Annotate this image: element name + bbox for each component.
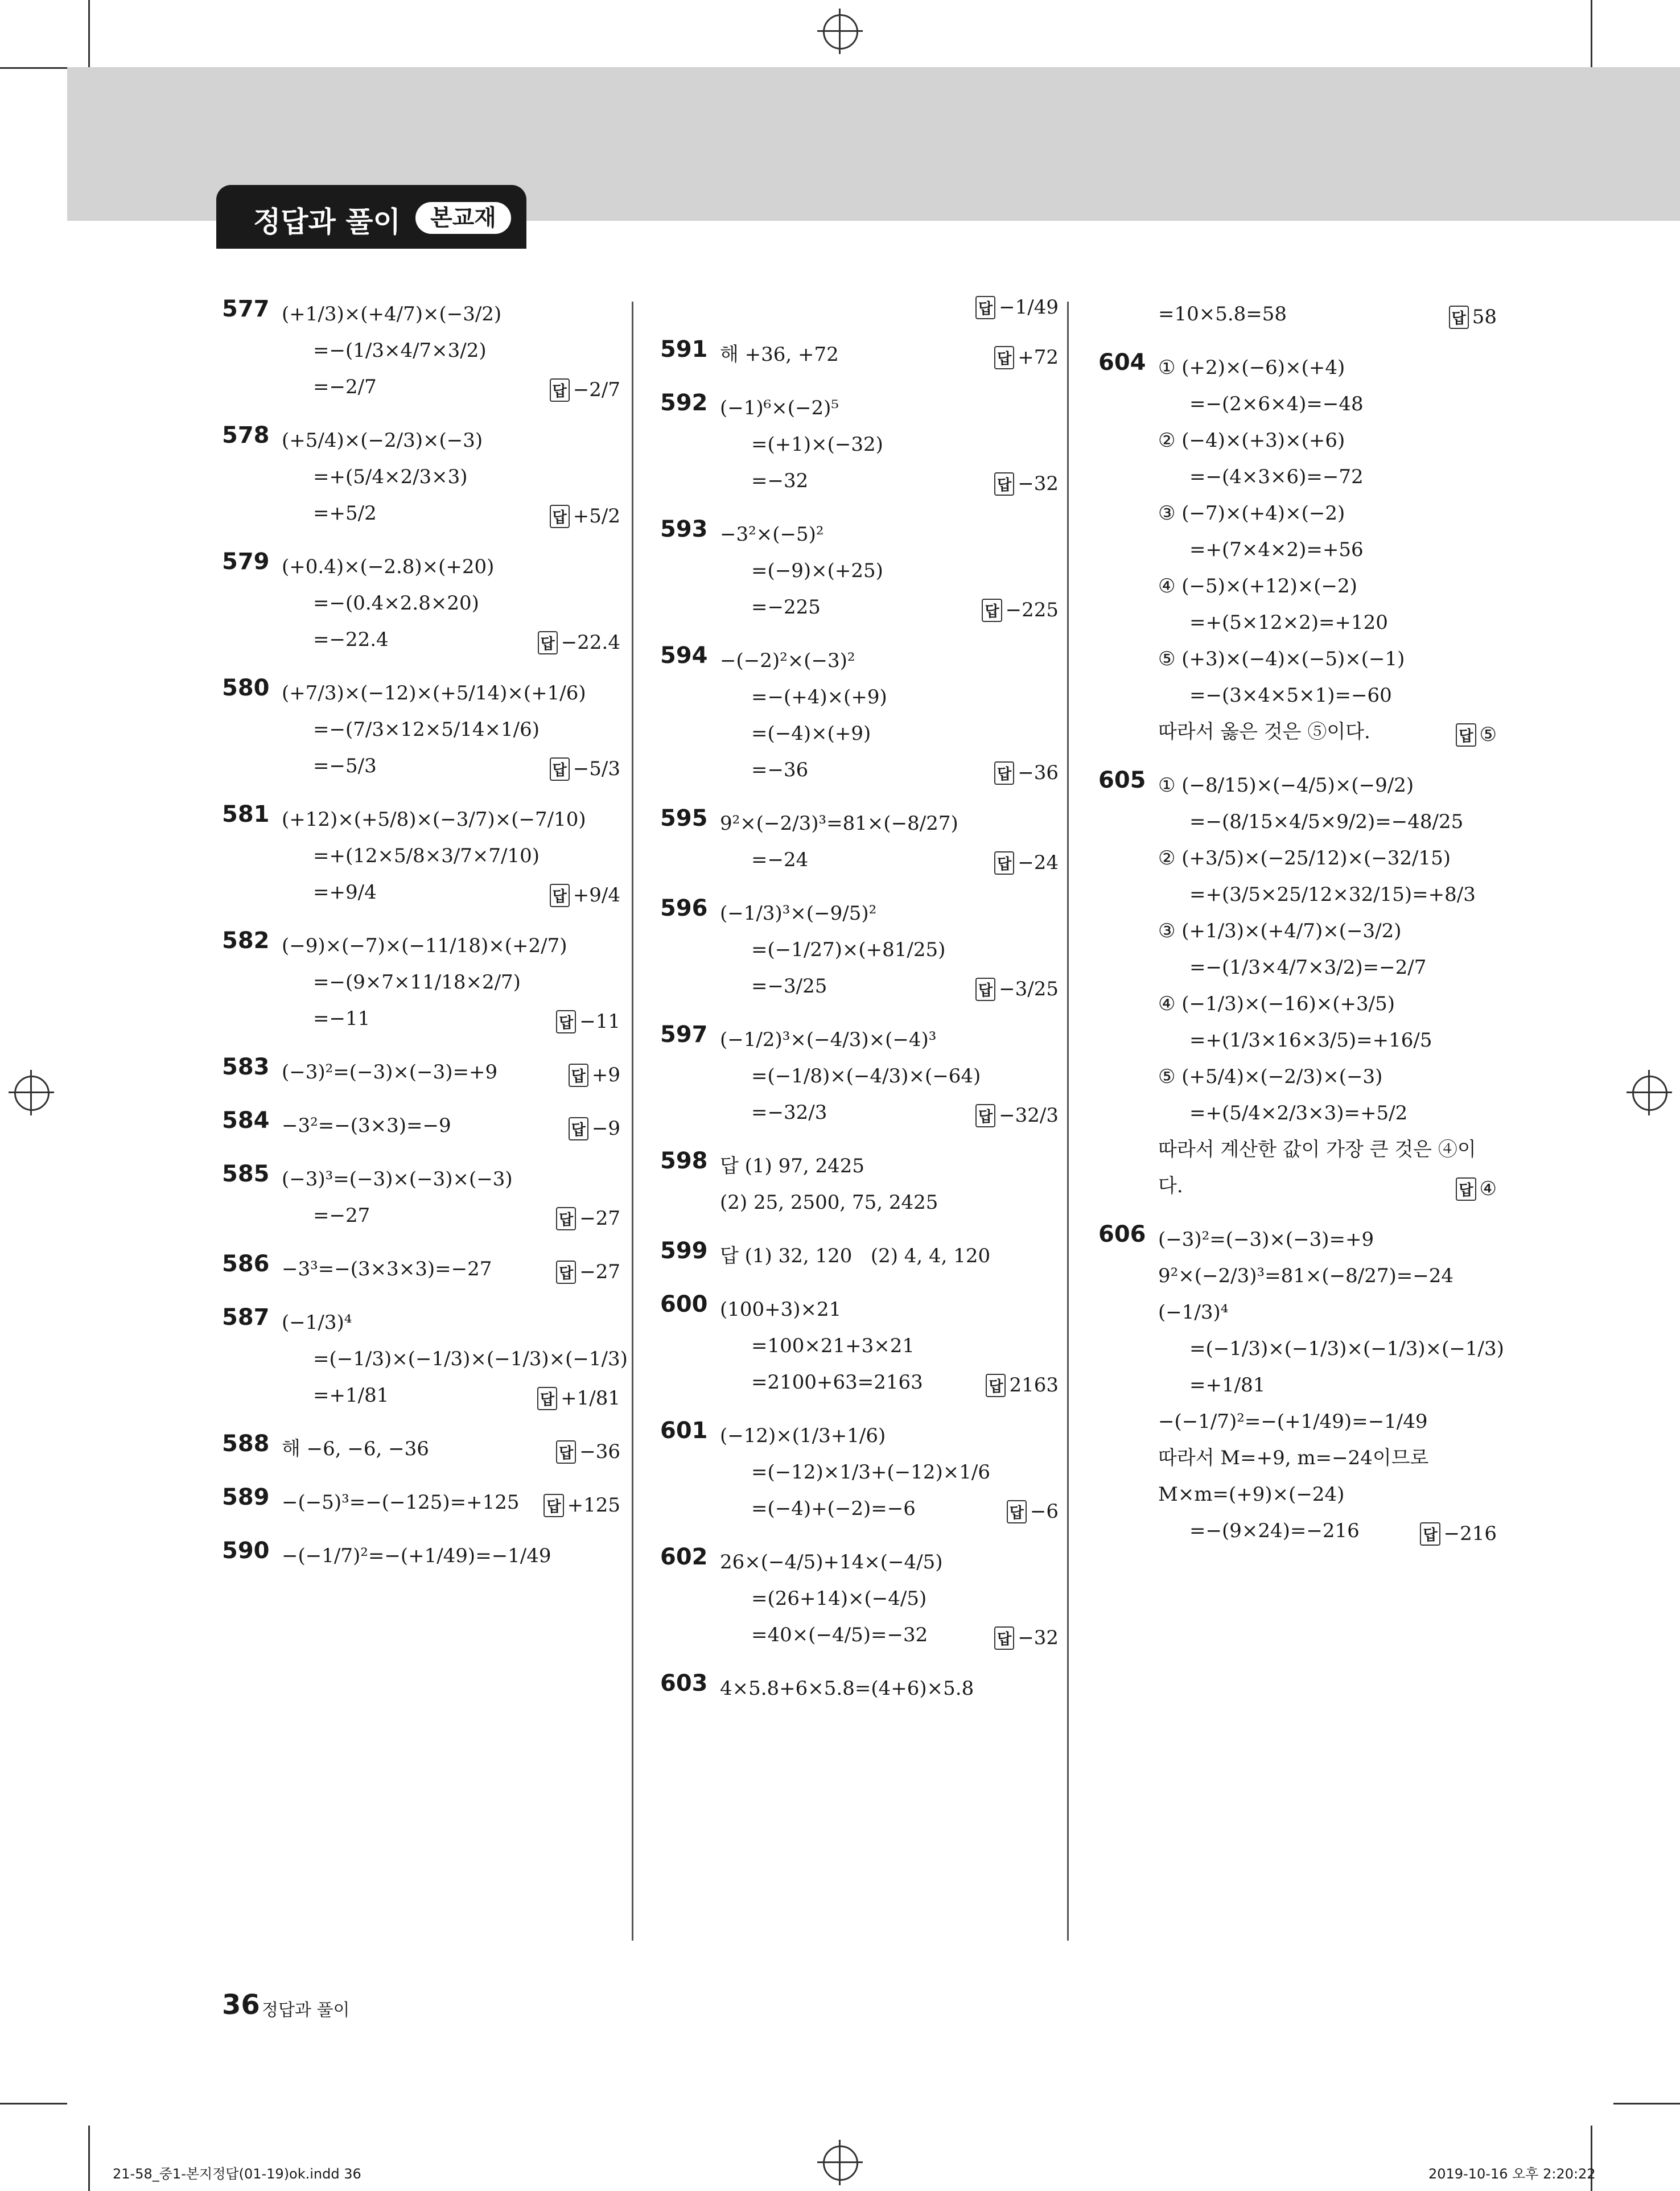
answer-value: −27	[579, 1261, 620, 1283]
solution-line: 26×(−4/5)+14×(−4/5)	[720, 1551, 943, 1574]
answer-column-1	[222, 296, 628, 1591]
problem-col2-cont-0	[660, 296, 1059, 319]
footer-label: 정답과 풀이	[262, 2000, 350, 2020]
solution-line: =−(9×24)=−216	[1189, 1519, 1360, 1542]
solution-line: =−24	[751, 849, 809, 871]
answer-mark-icon: 답	[975, 296, 995, 319]
solution-line: =−(1/3×4/7×3/2)=−2/7	[1189, 956, 1427, 979]
answer-value: −1/49	[999, 296, 1059, 319]
problem-number: 590	[222, 1538, 270, 1564]
answer-mark-icon: 답	[538, 631, 558, 654]
solution-line: =(−12)×1/3+(−12)×1/6	[751, 1461, 990, 1484]
solution-line: =+1/81	[313, 1384, 389, 1407]
final-answer	[556, 1207, 620, 1230]
answer-mark-icon: 답	[537, 1387, 557, 1410]
problem-number: 594	[660, 643, 708, 669]
solution-line: =−3/25	[751, 975, 827, 998]
solution-line: =−(0.4×2.8×20)	[313, 592, 479, 615]
problem-number: 593	[660, 516, 708, 542]
problem-number: 595	[660, 805, 708, 831]
header-title: 정답과 풀이	[253, 205, 401, 238]
answer-mark-icon: 답	[569, 1117, 588, 1140]
final-answer	[538, 631, 620, 654]
answer-mark-icon: 답	[543, 1494, 563, 1517]
file-slug: 21-58_중1-본지정답(01-19)ok.indd 36	[113, 2166, 361, 2182]
solution-line: 따라서 M=+9, m=−24이므로	[1158, 1447, 1429, 1469]
problem-number: 582	[222, 928, 270, 954]
solution-line: 답 (1) 32, 120 (2) 4, 4, 120	[720, 1245, 991, 1267]
solution-line: −(−2)²×(−3)²	[720, 649, 855, 672]
problem-number: 579	[222, 549, 270, 575]
problem-number: 604	[1098, 349, 1146, 376]
solution-line: ③ (−7)×(+4)×(−2)	[1158, 502, 1345, 525]
problem-593	[660, 516, 1059, 625]
final-answer	[1456, 1177, 1497, 1201]
problem-number: 578	[222, 422, 270, 448]
crop-mark-top-left	[88, 0, 90, 67]
crop-mark-left-bottom	[0, 2103, 67, 2104]
solution-line: (−1/3)⁴	[282, 1311, 352, 1334]
problem-578	[222, 422, 620, 532]
answer-mark-icon: 답	[556, 1440, 576, 1464]
solution-line: =(−1/8)×(−4/3)×(−64)	[751, 1065, 981, 1088]
problem-590	[222, 1538, 620, 1574]
answer-column-3	[1098, 296, 1504, 1566]
solution-line: ⑤ (+3)×(−4)×(−5)×(−1)	[1158, 648, 1405, 670]
answer-value: −27	[579, 1207, 620, 1230]
answer-value: −2/7	[573, 378, 620, 401]
solution-line: ④ (−1/3)×(−16)×(+3/5)	[1158, 992, 1395, 1015]
problem-587	[222, 1304, 628, 1414]
solution-line: (+0.4)×(−2.8)×(+20)	[282, 555, 495, 578]
solution-line: (−3)³=(−3)×(−3)×(−3)	[282, 1168, 513, 1191]
final-answer	[1456, 723, 1497, 747]
solution-line: =−225	[751, 596, 821, 619]
solution-line: =+(5/4×2/3×3)=+5/2	[1189, 1102, 1408, 1125]
timestamp-slug: 2019-10-16 오후 2:20:22	[1428, 2166, 1596, 2182]
problem-594	[660, 643, 1059, 788]
solution-line: ⑤ (+5/4)×(−2/3)×(−3)	[1158, 1065, 1383, 1088]
solution-line: =−2/7	[313, 376, 377, 398]
problem-603	[660, 1670, 1059, 1707]
final-answer	[994, 1626, 1059, 1650]
answer-value: +5/2	[573, 505, 620, 528]
solution-line: =−27	[313, 1204, 370, 1227]
answer-mark-icon: 답	[556, 1207, 576, 1230]
crop-mark-right-bottom	[1613, 2103, 1680, 2104]
solution-line: =−(9×7×11/18×2/7)	[313, 971, 521, 994]
solution-line: −3²=−(3×3)=−9	[282, 1114, 451, 1137]
problem-number: 580	[222, 675, 270, 701]
registration-mark-right	[1627, 1070, 1672, 1115]
answer-value: −225	[1005, 599, 1059, 621]
final-answer	[556, 1010, 620, 1033]
answer-column-2	[660, 296, 1059, 1724]
answer-value: 2163	[1009, 1374, 1059, 1397]
problem-number: 597	[660, 1022, 708, 1048]
answer-mark-icon: 답	[994, 472, 1014, 496]
final-answer	[550, 505, 620, 528]
final-answer	[569, 1064, 620, 1087]
solution-line: =−32	[751, 470, 809, 492]
solution-line: (+7/3)×(−12)×(+5/14)×(+1/6)	[282, 682, 586, 705]
solution-line: =+9/4	[313, 881, 377, 904]
answer-value: −3/25	[999, 978, 1059, 1000]
solution-line: =(26+14)×(−4/5)	[751, 1587, 927, 1610]
problem-598	[660, 1148, 1059, 1221]
answer-value: −32	[1018, 472, 1059, 495]
solution-line: =−(+4)×(+9)	[751, 686, 887, 709]
final-answer	[556, 1261, 620, 1284]
problem-number: 588	[222, 1431, 270, 1457]
final-answer	[569, 1117, 620, 1140]
solution-line: =+(12×5/8×3/7×7/10)	[313, 845, 540, 867]
solution-line: ③ (+1/3)×(+4/7)×(−3/2)	[1158, 920, 1402, 942]
final-answer	[1007, 1500, 1059, 1523]
problem-number: 581	[222, 801, 270, 827]
solution-line: (+12)×(+5/8)×(−3/7)×(−7/10)	[282, 808, 586, 831]
solution-line: ② (+3/5)×(−25/12)×(−32/15)	[1158, 847, 1451, 870]
problem-580	[222, 675, 620, 784]
header-badge: 본교재	[415, 202, 511, 234]
solution-line: 해 +36, +72	[720, 343, 839, 366]
final-answer	[556, 1440, 620, 1464]
problem-number: 592	[660, 390, 708, 416]
answer-value: −6	[1030, 1500, 1059, 1523]
solution-line: (−12)×(1/3+1/6)	[720, 1424, 886, 1447]
answer-mark-icon: 답	[994, 1626, 1014, 1650]
answer-mark-icon: 답	[550, 884, 570, 907]
final-answer	[994, 851, 1059, 875]
problem-595	[660, 805, 1059, 878]
problem-number: 583	[222, 1054, 270, 1080]
problem-number: 598	[660, 1148, 708, 1174]
problem-602	[660, 1544, 1059, 1653]
solution-line: =+(3/5×25/12×32/15)=+8/3	[1189, 883, 1476, 906]
answer-value: +9	[591, 1064, 620, 1086]
problem-number: 577	[222, 296, 270, 322]
solution-line: 따라서 옳은 것은 ⑤이다.	[1158, 720, 1370, 743]
answer-mark-icon: 답	[1456, 1177, 1476, 1201]
problem-number: 584	[222, 1107, 270, 1134]
solution-line: ② (−4)×(+3)×(+6)	[1158, 429, 1345, 452]
solution-line: −(−1/7)²=−(+1/49)=−1/49	[282, 1545, 551, 1567]
problem-number: 605	[1098, 767, 1146, 793]
problem-number: 601	[660, 1418, 708, 1444]
registration-mark-top	[817, 9, 863, 54]
solution-line: =10×5.8=58	[1158, 303, 1287, 326]
answer-value: −216	[1443, 1522, 1497, 1545]
answer-mark-icon: 답	[994, 346, 1014, 369]
answer-mark-icon: 답	[994, 851, 1014, 875]
problem-584	[222, 1107, 620, 1144]
problem-number: 596	[660, 895, 708, 921]
solution-line: (2) 25, 2500, 75, 2425	[720, 1191, 938, 1214]
solution-line: 해 −6, −6, −36	[282, 1438, 429, 1460]
answer-value: +1/81	[561, 1387, 620, 1410]
solution-line: −(−5)³=−(−125)=+125	[282, 1491, 520, 1514]
answer-value: +125	[567, 1494, 620, 1517]
problem-number: 599	[660, 1238, 708, 1264]
solution-line: (−1/3)⁴	[1158, 1301, 1229, 1324]
answer-mark-icon: 답	[569, 1064, 588, 1087]
problem-number: 589	[222, 1484, 270, 1510]
answer-mark-icon: 답	[550, 757, 570, 781]
problem-col3-cont-0	[1098, 296, 1497, 332]
solution-line: =+(5×12×2)=+120	[1189, 611, 1388, 634]
solution-line: (−3)²=(−3)×(−3)=+9	[1158, 1228, 1374, 1251]
solution-line: 9²×(−2/3)³=81×(−8/27)=−24	[1158, 1265, 1453, 1287]
solution-line: =−36	[751, 759, 809, 781]
page-number: 36	[222, 1989, 260, 2021]
solution-line: =+5/2	[313, 502, 377, 525]
answer-value: +9/4	[573, 884, 620, 907]
problem-number: 591	[660, 336, 708, 363]
solution-line: (−1)⁶×(−2)⁵	[720, 397, 839, 419]
solution-line: =(−4)×(+9)	[751, 722, 871, 745]
final-answer	[550, 884, 620, 907]
answer-value: ⑤	[1479, 723, 1497, 746]
solution-line: M×m=(+9)×(−24)	[1158, 1483, 1345, 1506]
problem-number: 603	[660, 1670, 708, 1696]
answer-value: −5/3	[573, 757, 620, 780]
solution-line: −3²×(−5)²	[720, 523, 824, 546]
solution-line: =+(5/4×2/3×3)	[313, 466, 468, 488]
final-answer	[975, 1104, 1059, 1127]
solution-line: (+1/3)×(+4/7)×(−3/2)	[282, 303, 502, 326]
answer-value: −32	[1018, 1626, 1059, 1649]
answer-mark-icon: 답	[982, 599, 1002, 622]
problem-577	[222, 296, 620, 405]
solution-line: =(−1/27)×(+81/25)	[751, 938, 946, 961]
answer-value: −32/3	[999, 1104, 1059, 1127]
problem-585	[222, 1161, 620, 1234]
solution-line: ④ (−5)×(+12)×(−2)	[1158, 575, 1357, 598]
solution-line: (−3)²=(−3)×(−3)=+9	[282, 1061, 498, 1084]
solution-line: −3³=−(3×3×3)=−27	[282, 1258, 492, 1280]
problem-579	[222, 549, 620, 658]
answer-value: 58	[1472, 306, 1497, 328]
solution-line: =(−1/3)×(−1/3)×(−1/3)×(−1/3)	[1189, 1337, 1504, 1360]
problem-number: 606	[1098, 1221, 1146, 1247]
problem-581	[222, 801, 620, 911]
final-answer	[550, 757, 620, 781]
solution-line: (−9)×(−7)×(−11/18)×(+2/7)	[282, 934, 567, 957]
final-answer	[1420, 1522, 1497, 1546]
solution-line: (−1/3)³×(−9/5)²	[720, 902, 877, 925]
answer-mark-icon: 답	[1456, 723, 1476, 747]
answer-mark-icon: 답	[556, 1261, 576, 1284]
final-answer	[994, 346, 1059, 369]
solution-line: 답 (1) 97, 2425	[720, 1155, 865, 1177]
final-answer	[543, 1494, 620, 1517]
answer-value: −36	[579, 1440, 620, 1463]
solution-line: =−11	[313, 1007, 370, 1030]
problem-605	[1098, 767, 1497, 1204]
problem-601	[660, 1418, 1059, 1527]
solution-line: =40×(−4/5)=−32	[751, 1624, 928, 1646]
solution-line: =−(2×6×4)=−48	[1189, 393, 1364, 415]
problem-592	[660, 390, 1059, 499]
final-answer	[994, 472, 1059, 496]
problem-number: 600	[660, 1291, 708, 1317]
final-answer	[550, 378, 620, 402]
answer-mark-icon: 답	[1420, 1522, 1440, 1546]
problem-number: 585	[222, 1161, 270, 1187]
answer-mark-icon: 답	[550, 378, 570, 402]
answer-value: −24	[1018, 851, 1059, 874]
solution-line: =(−4)+(−2)=−6	[751, 1497, 916, 1520]
problem-582	[222, 928, 620, 1037]
final-answer	[982, 599, 1059, 622]
solution-line: =−5/3	[313, 755, 377, 777]
solution-line: =−22.4	[313, 628, 389, 651]
answer-value: −36	[1018, 761, 1059, 784]
answer-mark-icon: 답	[975, 1104, 995, 1127]
column-divider-1	[632, 302, 633, 1941]
solution-line: (+5/4)×(−2/3)×(−3)	[282, 429, 483, 452]
answer-mark-icon: 답	[550, 505, 570, 528]
answer-value: −11	[579, 1010, 620, 1033]
final-answer	[537, 1387, 620, 1410]
answer-value: +72	[1018, 346, 1059, 369]
crop-mark-left-top	[0, 67, 67, 69]
solution-line: =(+1)×(−32)	[751, 433, 883, 456]
problem-number: 602	[660, 1544, 708, 1570]
answer-value: −22.4	[561, 631, 620, 654]
solution-line: =−(8/15×4/5×9/2)=−48/25	[1189, 810, 1464, 833]
solution-line: =+(1/3×16×3/5)=+16/5	[1189, 1029, 1432, 1052]
solution-line: ① (+2)×(−6)×(+4)	[1158, 356, 1345, 379]
final-answer	[986, 1374, 1059, 1397]
solution-line: =−(3×4×5×1)=−60	[1189, 684, 1392, 707]
problem-604	[1098, 349, 1497, 750]
solution-line: 9²×(−2/3)³=81×(−8/27)	[720, 812, 958, 835]
answer-value: −9	[591, 1117, 620, 1140]
solution-line: 따라서 계산한 값이 가장 큰 것은 ④이	[1158, 1138, 1476, 1161]
problem-583	[222, 1054, 620, 1090]
crop-mark-bottom-left	[88, 2126, 90, 2191]
answer-value: ④	[1479, 1177, 1497, 1200]
problem-606	[1098, 1221, 1504, 1549]
solution-line: (100+3)×21	[720, 1298, 842, 1321]
crop-mark-top-right	[1591, 0, 1592, 67]
problem-586	[222, 1251, 620, 1287]
solution-line: =−(4×3×6)=−72	[1189, 466, 1364, 488]
column-divider-2	[1067, 302, 1069, 1941]
solution-line: =−(7/3×12×5/14×1/6)	[313, 718, 540, 741]
solution-line: 다.	[1158, 1175, 1183, 1197]
final-answer	[1449, 306, 1497, 329]
problem-number: 587	[222, 1304, 270, 1331]
solution-line: (−1/2)³×(−4/3)×(−4)³	[720, 1028, 937, 1051]
problem-number: 586	[222, 1251, 270, 1277]
solution-line: =−(1/3×4/7×3/2)	[313, 339, 487, 362]
solution-line: =100×21+3×21	[751, 1335, 915, 1357]
final-answer	[994, 761, 1059, 785]
answer-mark-icon: 답	[986, 1374, 1006, 1397]
solution-line: ① (−8/15)×(−4/5)×(−9/2)	[1158, 774, 1414, 797]
final-answer	[660, 296, 1059, 319]
registration-mark-left	[9, 1070, 54, 1115]
problem-600	[660, 1291, 1059, 1401]
solution-line: =+(7×4×2)=+56	[1189, 538, 1364, 561]
problem-597	[660, 1022, 1059, 1131]
problem-588	[222, 1431, 620, 1467]
problem-591	[660, 336, 1059, 373]
answer-mark-icon: 답	[994, 761, 1014, 785]
problem-589	[222, 1484, 620, 1521]
solution-line: =(−9)×(+25)	[751, 559, 883, 582]
problem-599	[660, 1238, 1059, 1274]
answer-mark-icon: 답	[1449, 306, 1469, 329]
answer-mark-icon: 답	[1007, 1500, 1027, 1523]
solution-line: =+1/81	[1189, 1374, 1266, 1397]
answer-mark-icon: 답	[975, 978, 995, 1001]
solution-line: =2100+63=2163	[751, 1371, 923, 1394]
final-answer	[975, 978, 1059, 1001]
solution-line: 4×5.8+6×5.8=(4+6)×5.8	[720, 1677, 974, 1700]
answer-mark-icon: 답	[556, 1010, 576, 1033]
solution-line: −(−1/7)²=−(+1/49)=−1/49	[1158, 1410, 1428, 1433]
registration-mark-bottom	[817, 2140, 863, 2185]
solution-line: =(−1/3)×(−1/3)×(−1/3)×(−1/3)	[313, 1348, 628, 1370]
solution-line: =−32/3	[751, 1101, 827, 1124]
problem-596	[660, 895, 1059, 1004]
